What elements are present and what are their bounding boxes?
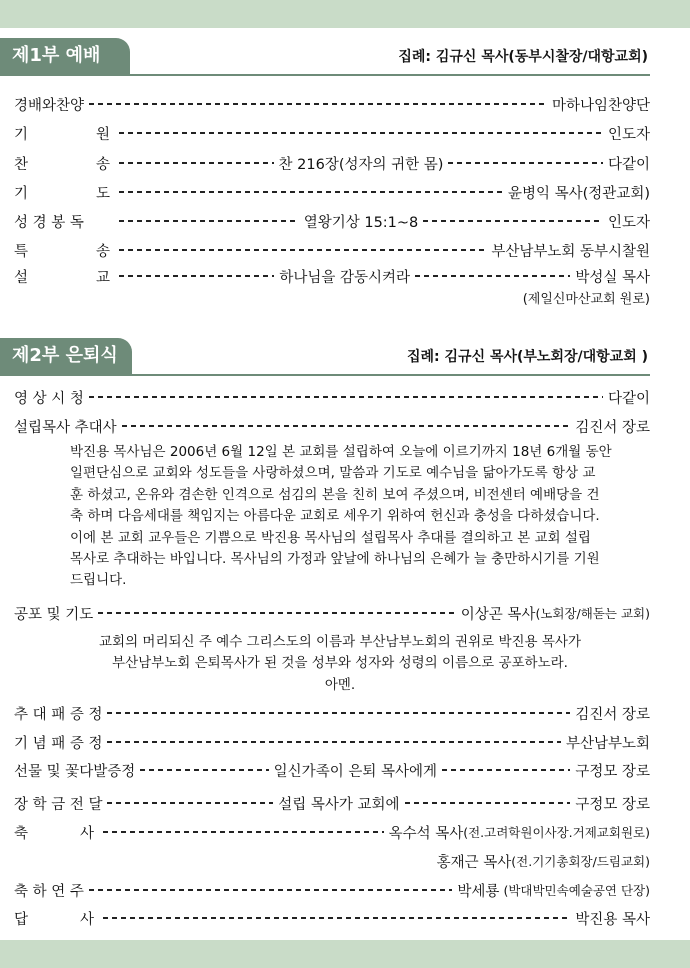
part2-divider [0,374,650,376]
leader-dots [405,802,571,804]
text-line: 축 하며 다음세대를 책임지는 아름다운 교회로 세우기 위하여 헌신과 충성을 다하셨습니다. [70,508,600,525]
leader-dots [415,275,570,277]
text-line: 훈 하셨고, 온유와 겸손한 인격으로 섬김의 본을 친히 보여 주셨으며, 비전센터 예배당을 건 [70,486,600,503]
row-value: 박진용 목사 [575,911,650,928]
program-row [14,730,650,754]
leader-dots [107,712,570,714]
row-label: 기 원 [14,126,110,143]
row-label: 특 송 [14,243,110,260]
leader-dots [107,741,560,743]
bottom-band [0,940,690,968]
program-row [14,601,650,625]
row-value: 김진서 장로 [575,706,650,723]
row-value: 부산남부노회 [565,735,650,752]
row-value: 김진서 장로 [575,419,650,436]
program-row [14,92,650,116]
row-label: 축 사 [14,825,94,842]
leader-dots [89,103,547,105]
proclaim-text [60,632,620,696]
row-value: 옥수석 목사 [388,825,464,842]
leader-dots [442,769,570,771]
leader-dots [119,220,299,222]
row-middle: 하나님을 감동시켜라 [279,269,411,286]
row-value: 인도자 [607,214,651,231]
leader-dots [103,917,570,919]
row-value: 이상곤 목사 [460,606,536,623]
row-value: 박성실 목사 [575,269,651,286]
text-line: 일편단심으로 교회와 성도들을 사랑하셨으며, 말씀과 기도로 예수님을 닮아가도록 항상 교 [70,465,596,482]
program-row [14,906,650,930]
leader-dots [423,220,603,222]
row-value: 부산남부노회 동부시찰원 [491,243,650,260]
leader-dots [448,162,603,164]
row-value: 마하나임찬양단 [551,97,650,114]
recommend-text [70,442,670,592]
program-row [14,238,650,262]
row-label: 답 사 [14,911,94,928]
program-row [14,878,650,902]
leader-dots [119,191,503,193]
part2-header [0,338,690,376]
row-label: 설 교 [14,269,110,286]
leader-dots [107,802,273,804]
program-row [14,849,650,873]
row-label: 장 학 금 전 달 [14,796,103,813]
row-label: 설립목사 추대사 [14,419,117,436]
row-note: (전.고려학원이사장.거제교회원로) [463,825,650,840]
row-value: 구정모 장로 [575,796,651,813]
program-row [14,701,650,725]
row-label: 선물 및 꽃다발증정 [14,763,136,780]
row-value: 구정모 장로 [575,763,651,780]
program-row [14,791,650,815]
program-row [14,820,650,844]
leader-dots [89,396,603,398]
program-row [14,180,650,204]
leader-dots [98,612,456,614]
text-line: 아멘. [324,676,356,693]
row-value: 다같이 [607,156,650,173]
row-middle: 설립 목사가 교회에 [278,796,400,813]
leader-dots [103,831,384,833]
row-note: (노회장/해돋는 교회) [535,606,650,621]
part2-title: 제2부 은퇴식 [0,338,132,374]
program-row [14,385,650,409]
row-label: 찬 송 [14,156,110,173]
row-middle: 찬 216장(성자의 귀한 몸) [278,156,444,173]
part1-title: 제1부 예배 [0,38,130,74]
leader-dots [89,889,453,891]
program-row [14,209,650,233]
row-middle: 열왕기상 15:1~8 [303,214,419,231]
leader-dots [119,249,486,251]
part1-header [0,38,690,76]
text-line: 부산남부노회 은퇴목사가 된 것을 성부와 성자와 성령의 이름으로 공포하노라. [112,655,568,672]
row-label: 성 경 봉 독 [14,214,84,231]
program-row [14,264,650,288]
row-note: (박대박민속예술공연 단장) [503,883,650,898]
sermon-note: (제일신마산교회 원로) [522,292,650,307]
row-value: 인도자 [607,126,650,143]
text-line: 드립니다. [70,572,127,589]
program-row [14,151,650,175]
text-line: 교회의 머리되신 주 예수 그리스도의 이름과 부산남부노회의 권위로 박진용 목사가 [98,634,581,650]
part2-officiant: 집례: 김규신 목사(부노회장/대항교회 ) [407,349,648,365]
program-row [14,758,650,782]
row-label: 기 념 패 증 정 [14,735,103,752]
row-label: 영 상 시 청 [14,390,84,407]
row-label: 경배와찬양 [14,97,85,114]
program-row [14,121,650,145]
text-line: 이에 본 교회 교우들은 기쁨으로 박진용 목사님의 설립목사 추대를 결의하고 본 교회 설립 [70,529,591,546]
row-value: 윤병익 목사(정관교회) [508,185,650,202]
row-label: 축 하 연 주 [14,883,84,900]
row-label: 기 도 [14,185,110,202]
row-label: 추 대 패 증 정 [14,706,103,723]
top-band [0,0,690,28]
leader-dots [140,769,268,771]
part1-officiant: 집례: 김규신 목사(동부시찰장/대항교회) [398,49,648,65]
row-note: (전.기기총회장/드림교회) [511,854,650,869]
part1-divider [0,74,650,76]
program-row [14,414,650,438]
leader-dots [119,132,603,134]
row-label: 공포 및 기도 [14,606,94,623]
row-value: 홍재근 목사 [436,854,512,871]
row-value: 박세룡 [457,883,500,900]
row-value: 다같이 [607,390,650,407]
row-middle: 일신가족이 은퇴 목사에게 [273,763,437,780]
text-line: 박진용 목사님은 2006년 6월 12일 본 교회를 설립하여 오늘에 이르기까지 18년 6개월 동안 [70,444,612,460]
leader-dots [119,162,274,164]
text-line: 목사로 추대하는 바입니다. 목사님의 가정과 앞날에 하나님의 은혜가 늘 충만하시기를 기원 [70,551,600,568]
leader-dots [119,275,274,277]
leader-dots [122,425,571,427]
